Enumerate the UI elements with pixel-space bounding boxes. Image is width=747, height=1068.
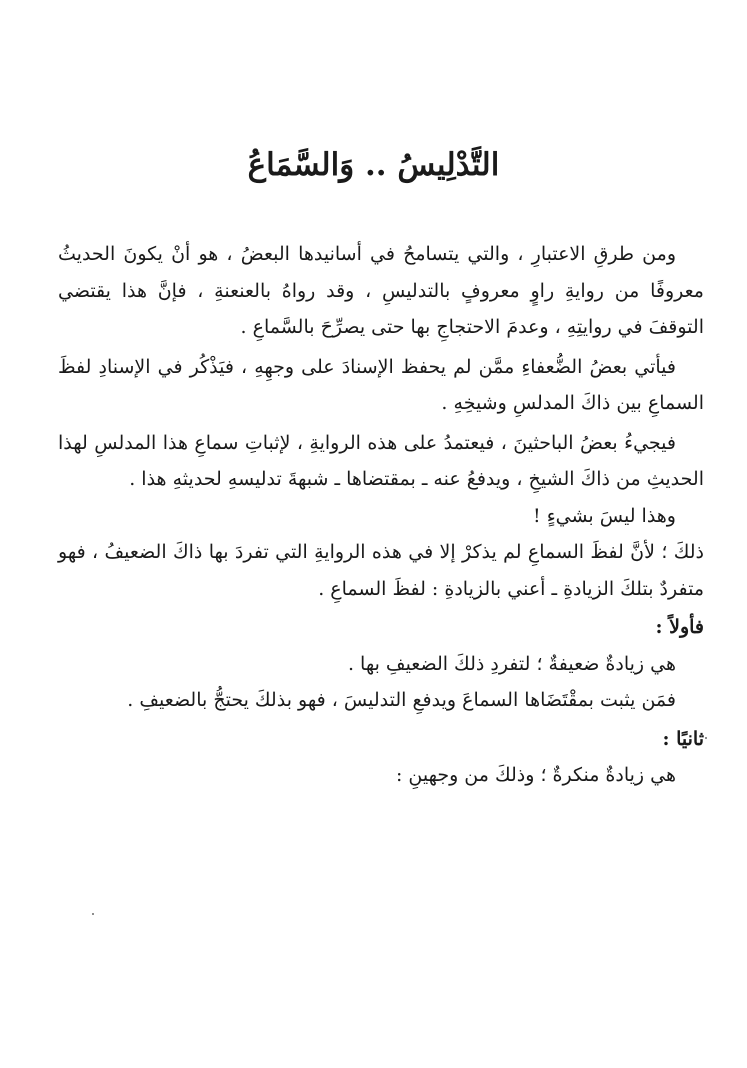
scan-speck bbox=[705, 737, 707, 739]
paragraph-1: ومن طرقِ الاعتبارِ ، والتي يتسامحُ في أسانيدها البعضُ ، هو أنْ يكونَ الحديثُ معروفًا من روايةِ راوٍ معروفٍ بالتدليسِ ، وقد رواهُ بالعنعنةِ ، فإنَّ هذا يقتضي التوقفَ في روايتِهِ ، وعدمَ الاحتجاجِ بها حتى يصرِّحَ بالسَّماعِ . bbox=[58, 243, 704, 338]
scan-speck bbox=[92, 913, 94, 915]
paragraph-2: فيأتي بعضُ الضُّعفاءِ ممَّن لم يحفظ الإسنادَ على وجهِهِ ، فيَذْكُر في الإسنادِ لفظَ السماعِ بين ذاكَ المدلسِ وشيخِهِ . bbox=[58, 355, 704, 414]
paragraph-3: فيجيءُ بعضُ الباحثينَ ، فيعتمدُ على هذه الروايةِ ، لإثباتِ سماعِ هذا المدلسِ لهذا الحديثِ من ذاكَ الشيخِ ، ويدفعُ عنه ـ بمقتضاها ـ شبهةَ تدليسهِ لحديثهِ هذا . bbox=[58, 431, 704, 490]
heading-second: ثانيًا : bbox=[662, 727, 704, 750]
paragraph-6: هي زيادةٌ ضعيفةٌ ؛ لتفردِ ذلكَ الضعيفِ بها . bbox=[347, 652, 676, 675]
page-title: التَّدْلِيسُ .. وَالسَّمَاعُ bbox=[247, 147, 500, 183]
paragraph-4: وهذا ليسَ بشيءٍ ! bbox=[533, 504, 676, 527]
paragraph-5: ذلكَ ؛ لأنَّ لفظَ السماعِ لم يذكرْ إلا في هذه الروايةِ التي تفردَ بها ذاكَ الضعيفُ ، فهو متفردٌ بتلكَ الزيادةِ ـ أعني بالزيادةِ : لفظَ السماعِ . bbox=[58, 541, 704, 600]
paragraph-8: هي زيادةٌ منكرةٌ ؛ وذلكَ من وجهينِ : bbox=[395, 764, 676, 786]
paragraph-7: فمَن يثبت بمقْتَضَاها السماعَ ويدفعِ التدليسَ ، فهو بذلكَ يحتجُّ بالضعيفِ . bbox=[127, 689, 676, 711]
page-body bbox=[58, 236, 704, 794]
heading-first: فأولاً : bbox=[655, 616, 704, 638]
